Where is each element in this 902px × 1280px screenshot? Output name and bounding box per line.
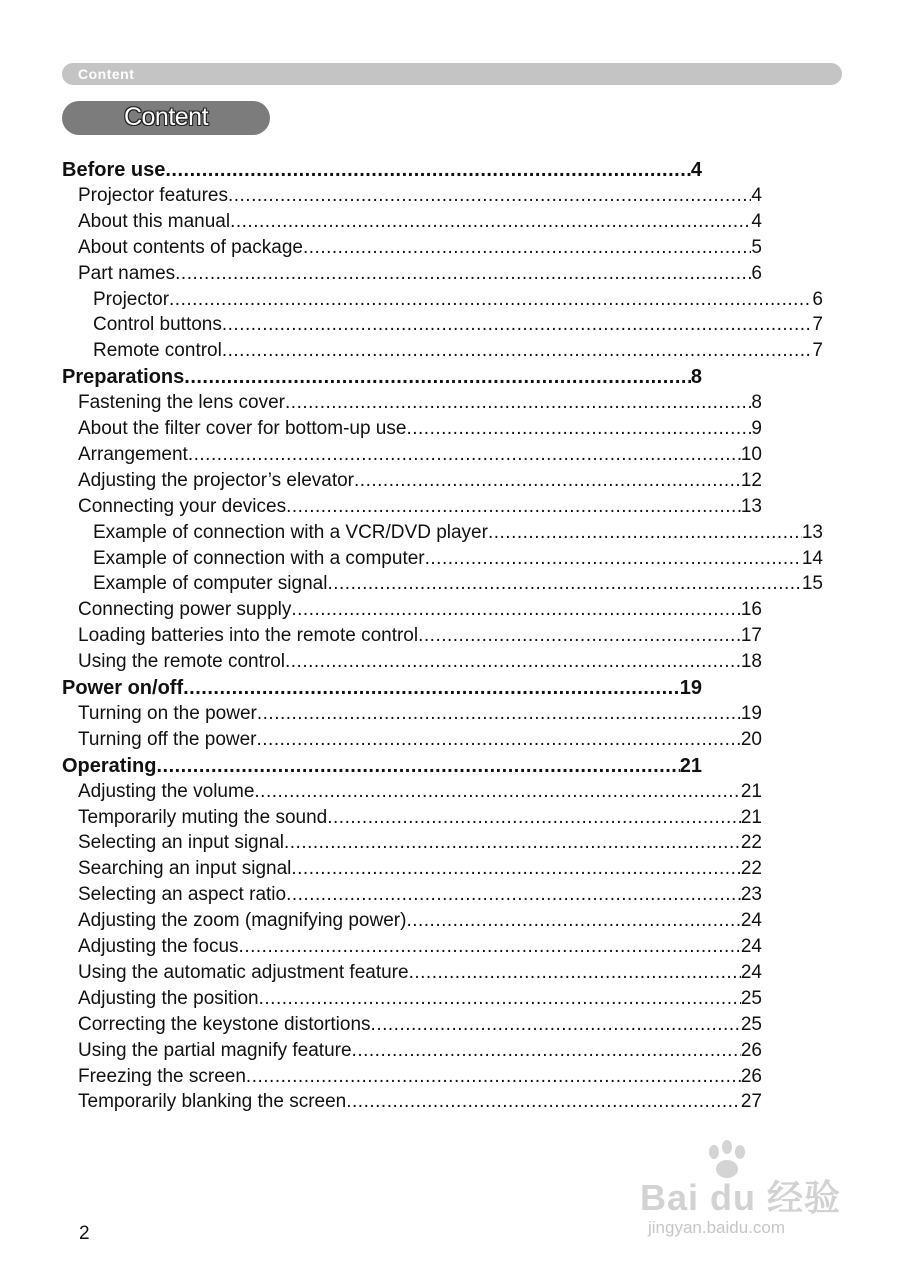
toc-label: Fastening the lens cover [78,392,286,414]
toc-entry[interactable] [78,830,762,856]
toc-leader-dots [175,261,751,287]
toc-page-number: 12 [740,469,762,491]
toc-entry[interactable] [78,986,762,1012]
toc-entry[interactable] [78,934,762,960]
toc-label: Before use [62,159,166,181]
toc-page-number: 13 [801,521,823,543]
toc-page-number: 8 [751,392,762,414]
toc-leader-dots [183,675,680,701]
toc-label: Turning off the power [78,728,257,750]
toc-leader-dots [406,416,751,442]
toc-entry[interactable] [78,390,762,416]
page-title-pill [62,101,270,135]
toc-leader-dots [184,364,691,390]
toc-page-number: 14 [801,547,823,569]
toc-label: Connecting power supply [78,599,292,621]
toc-entry[interactable] [78,960,762,986]
toc-label: About this manual [78,210,231,232]
toc-page-number: 8 [690,366,702,389]
toc-page-number: 20 [740,728,762,750]
toc-label: Using the partial magnify feature [78,1039,352,1061]
toc-label: Searching an input signal [78,858,292,880]
toc-entry[interactable] [78,597,762,623]
toc-entry[interactable] [93,312,823,338]
toc-page-number: 22 [740,858,762,880]
toc-page-number: 26 [740,1039,762,1061]
toc-label: Turning on the power [78,702,257,724]
toc-leader-dots [291,856,740,882]
toc-leader-dots [246,1064,741,1090]
toc-page-number: 7 [812,314,823,336]
toc-page-number: 27 [740,1091,762,1113]
watermark-logo: Bai du 经验 [640,1177,842,1218]
toc-leader-dots [230,209,751,235]
toc-leader-dots [409,960,741,986]
toc-leader-dots [418,623,741,649]
toc-entry[interactable] [78,856,762,882]
toc-leader-dots [488,520,802,546]
toc-entry[interactable] [78,727,762,753]
toc-page-number: 22 [740,832,762,854]
toc-entry[interactable] [78,805,762,831]
toc-label: Control buttons [93,314,222,336]
toc-entry[interactable] [78,779,762,805]
toc-leader-dots [303,235,751,261]
toc-leader-dots [254,779,740,805]
toc-leader-dots [259,986,741,1012]
toc-page-number: 4 [751,184,762,206]
toc-label: Using the automatic adjustment feature [78,961,409,983]
toc-leader-dots [257,727,741,753]
toc-section[interactable] [62,157,702,183]
toc-leader-dots [352,1038,741,1064]
toc-leader-dots [286,882,741,908]
toc-leader-dots [165,157,691,183]
toc-entry[interactable] [78,908,762,934]
toc-entry[interactable] [93,571,823,597]
toc-entry[interactable] [78,649,762,675]
toc-entry[interactable] [78,1012,762,1038]
toc-page-number: 24 [740,936,762,957]
toc-page-number: 6 [812,288,823,310]
toc-leader-dots [222,312,813,338]
toc-label: Adjusting the position [78,987,259,1009]
header-bar-label: Content [78,66,135,82]
toc-entry[interactable] [78,1038,762,1064]
toc-section[interactable] [62,364,702,390]
page-number: 2 [79,1223,90,1244]
toc-page-number: 6 [751,262,762,284]
toc-leader-dots [285,649,741,675]
toc-page-number: 17 [740,625,762,647]
toc-page-number: 19 [740,702,762,724]
toc-label: Temporarily blanking the screen [78,1091,347,1113]
toc-entry[interactable] [78,235,762,261]
toc-leader-dots [257,701,741,727]
toc-leader-dots [346,1089,741,1115]
toc-page-number: 16 [740,599,762,621]
toc-label: Arrangement [78,443,188,465]
page-title: Content [123,103,209,131]
toc-label: Example of connection with a computer [93,547,425,569]
toc-label: Loading batteries into the remote control [78,625,419,647]
toc-leader-dots [228,183,751,209]
toc-entry[interactable] [78,209,762,235]
toc-page-number: 5 [751,236,762,258]
watermark-url: jingyan.baidu.com [648,1218,786,1237]
toc-label: Part names [78,262,176,284]
toc-page-number: 9 [751,418,762,439]
toc-label: Example of connection with a VCR/DVD player [93,521,488,543]
toc-entry[interactable] [78,623,762,649]
toc-entry[interactable] [78,183,762,209]
toc-page-number: 18 [740,651,762,673]
toc-label: Correcting the keystone distortions [78,1013,371,1035]
toc-page-number: 4 [690,159,702,181]
toc-leader-dots [239,934,741,960]
toc-leader-dots [371,1012,741,1038]
toc-label: Adjusting the volume [78,780,255,802]
toc-label: Projector [93,288,170,310]
header-bar [62,63,842,85]
toc-entry[interactable] [78,261,762,287]
toc-label: Adjusting the focus [78,936,239,957]
toc-leader-dots [327,805,741,831]
toc-leader-dots [188,442,741,468]
toc-label: Power on/off [62,677,184,699]
toc-section[interactable] [62,675,702,701]
toc-label: Selecting an input signal [78,832,284,854]
toc-label: Temporarily muting the sound [78,806,328,828]
toc-label: Freezing the screen [78,1065,246,1087]
toc-page-number: 25 [740,987,762,1009]
toc-page-number: 23 [740,884,762,906]
watermark [640,1140,860,1250]
toc-entry[interactable] [93,546,823,572]
toc-label: About contents of package [78,236,303,258]
toc-entry[interactable] [93,287,823,313]
toc-leader-dots [291,597,741,623]
toc-label: About the filter cover for bottom-up use [78,418,407,439]
toc-page-number: 21 [740,780,762,802]
toc-entry[interactable] [93,520,823,546]
toc-leader-dots [285,390,751,416]
toc-entry[interactable] [78,701,762,727]
toc-page-number: 26 [740,1065,762,1087]
toc-entry[interactable] [78,468,762,494]
toc-section[interactable] [62,753,702,779]
toc-leader-dots [327,571,801,597]
toc-leader-dots [169,287,812,313]
toc-page-number: 24 [740,910,762,932]
toc-entry[interactable] [78,442,762,468]
toc-entry[interactable] [78,494,762,520]
toc-page-number: 21 [740,806,762,828]
toc-page-number: 4 [751,210,762,232]
toc-leader-dots [406,908,740,934]
toc-label: Remote control [93,340,222,362]
toc-leader-dots [156,753,679,779]
toc-entry[interactable] [78,1064,762,1090]
toc-page-number: 24 [740,961,762,983]
toc-leader-dots [286,494,741,520]
toc-label: Projector features [78,184,228,206]
toc-label: Adjusting the zoom (magnifying power) [78,910,407,932]
toc-page-number: 19 [679,677,702,699]
toc-entry[interactable] [93,338,823,364]
toc-entry[interactable] [78,882,762,908]
toc-label: Operating [62,754,157,777]
toc-leader-dots [284,830,741,856]
toc-label: Preparations [62,366,185,389]
toc-leader-dots [425,546,802,572]
toc-page-number: 7 [812,340,823,362]
toc-leader-dots [222,338,813,364]
toc-label: Connecting your devices [78,495,287,517]
toc-page-number: 10 [740,443,762,465]
toc-page-number: 15 [801,573,823,595]
toc-page-number: 25 [740,1013,762,1035]
toc-page-number: 13 [740,495,762,517]
toc-entry[interactable] [78,1089,762,1115]
toc-label: Adjusting the projector’s elevator [78,469,355,491]
toc-label: Example of computer signal [93,573,328,595]
toc-label: Selecting an aspect ratio [78,884,287,906]
toc-leader-dots [354,468,741,494]
toc-entry[interactable] [78,416,762,442]
toc-page-number: 21 [679,754,702,777]
toc-label: Using the remote control [78,651,285,673]
